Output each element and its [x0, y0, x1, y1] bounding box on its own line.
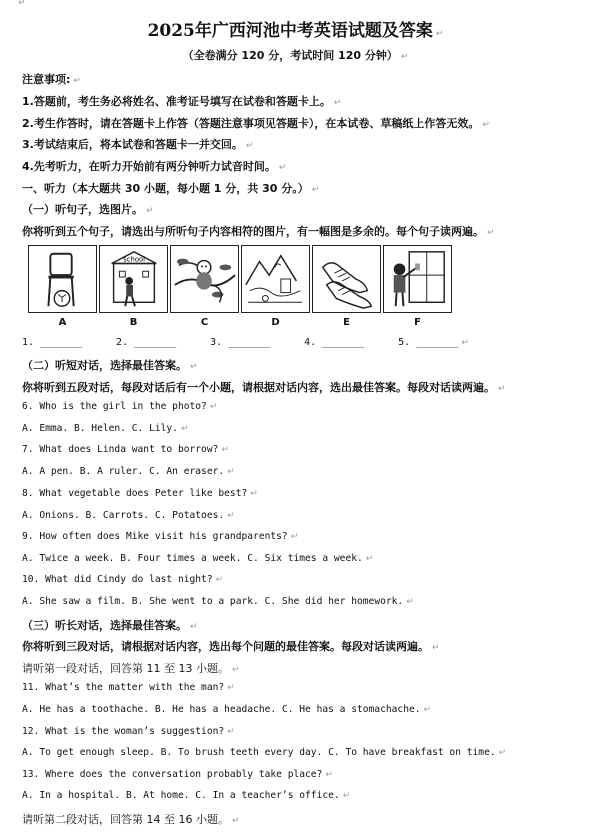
- picture-letter: A: [58, 317, 67, 328]
- dialog-label: 请听第一段对话，回答第 11 至 13 小题。 ↵: [22, 662, 240, 675]
- drawing-landscape-icon: [241, 245, 310, 313]
- answer-blanks: 1. _______ 2. _______ 3. _______ 4. _______ 5. _______ ↵: [22, 337, 469, 348]
- question-options: A. Twice a week. B. Four times a week. C. Six times a week. ↵: [22, 553, 374, 564]
- question-options: A. A pen. B. A ruler. C. An eraser. ↵: [22, 466, 235, 477]
- question-options: A. To get enough sleep. B. To brush teeth every day. C. To have breakfast on time. ↵: [22, 747, 507, 758]
- question-options: A. In a hospital. B. At home. C. In a teacher’s office. ↵: [22, 790, 351, 801]
- notice-item: 1.答题前，考生务必将姓名、准考证号填写在试卷和答题卡上。 ↵: [22, 95, 342, 108]
- answer-blank: 1. _______: [22, 337, 83, 348]
- part2-instruction: 你将听到五段对话，每段对话后有一个小题，请根据对话内容，选出最佳答案。每段对话读两遍。 ↵: [22, 381, 506, 394]
- shoes-icon: [312, 245, 381, 313]
- part1-instruction: 你将听到五个句子，请选出与所听句子内容相符的图片，有一幅图是多余的。每个句子读两遍。 ↵: [22, 225, 495, 238]
- picture-row: [28, 245, 458, 313]
- answer-blank: 4. _______: [304, 337, 365, 348]
- answer-blank: 2. _______: [116, 337, 177, 348]
- answer-blank: 5. _______: [398, 337, 459, 348]
- girl-cleaning-window-icon: [383, 245, 452, 313]
- part3-heading: （三）听长对话，选择最佳答案。 ↵: [22, 619, 198, 632]
- part2-heading: （二）听短对话，选择最佳答案。 ↵: [22, 359, 198, 372]
- question: 13. Where does the conversation probably take place? ↵: [22, 769, 333, 780]
- question: 11. What’s the matter with the man? ↵: [22, 682, 235, 693]
- boy-walking-to-school-icon: [99, 245, 168, 313]
- monkey-in-tree-icon: [170, 245, 239, 313]
- notice-heading: 注意事项: ↵: [22, 73, 81, 86]
- picture-letter: D: [271, 317, 280, 328]
- question: 12. What is the woman’s suggestion? ↵: [22, 726, 235, 737]
- question-options: A. She saw a film. B. She went to a park. C. She did her homework. ↵: [22, 596, 414, 607]
- answer-blank: 3. _______: [210, 337, 271, 348]
- notice-item: 2.考生作答时，请在答题卡上作答（答题注意事项见答题卡），在本试卷、草稿纸上作答无效。 ↵: [22, 117, 490, 130]
- exam-title: 2025年广西河池中考英语试题及答案 ↵: [147, 21, 444, 41]
- notice-item: 4.先考听力，在听力开始前有两分钟听力试音时间。 ↵: [22, 160, 287, 173]
- picture-letter: E: [343, 317, 350, 328]
- picture-letter: C: [200, 317, 209, 328]
- question: 7. What does Linda want to borrow? ↵: [22, 444, 229, 455]
- question-options: A. Onions. B. Carrots. C. Potatoes. ↵: [22, 510, 235, 521]
- question: 10. What did Cindy do last night? ↵: [22, 574, 224, 585]
- question-options: A. He has a toothache. B. He has a headache. C. He has a stomachache. ↵: [22, 704, 432, 715]
- picture-letters: [28, 317, 458, 328]
- question: 9. How often does Mike visit his grandparents? ↵: [22, 531, 299, 542]
- picture-letter: B: [129, 317, 138, 328]
- svg-text:school: school: [123, 255, 146, 264]
- exam-subtitle: （全卷满分 120 分，考试时间 120 分钟） ↵: [182, 49, 409, 62]
- question: 6. Who is the girl in the photo? ↵: [22, 401, 218, 412]
- question: 8. What vegetable does Peter like best? ↵: [22, 488, 258, 499]
- notice-item: 3.考试结束后，将本试卷和答题卡一并交回。 ↵: [22, 138, 254, 151]
- paragraph-mark: ↵: [18, 0, 26, 8]
- part3-instruction: 你将听到三段对话，请根据对话内容，选出每个问题的最佳答案。每段对话读两遍。 ↵: [22, 640, 440, 653]
- chair-and-ball-icon: [28, 245, 97, 313]
- section-heading: 一、听力（本大题共 30 小题，每小题 1 分，共 30 分。） ↵: [22, 182, 320, 195]
- question-options: A. Emma. B. Helen. C. Lily. ↵: [22, 423, 189, 434]
- picture-letter: F: [414, 317, 421, 328]
- dialog-label: 请听第二段对话，回答第 14 至 16 小题。 ↵: [22, 813, 240, 826]
- part1-heading: （一）听句子，选图片。 ↵: [22, 203, 154, 216]
